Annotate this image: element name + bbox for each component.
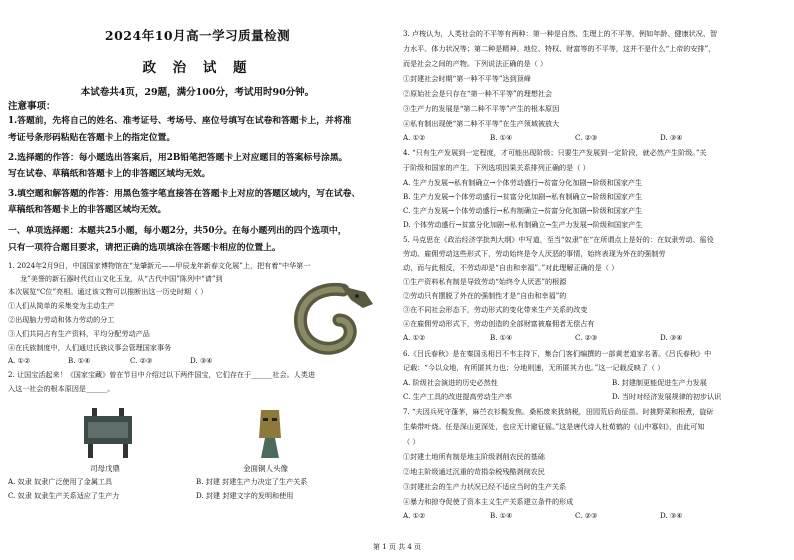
ding-caption: 司母戊鼎: [90, 464, 120, 473]
section-heading: 只有一项符合题目要求，请把正确的选项填涂在答题卡相应的位置上。: [8, 243, 281, 253]
head-caption: 金面铜人头像: [243, 464, 288, 473]
exam-subject: 政 治 试 题: [142, 60, 253, 76]
note-line: 2.选择题的作答：每小题选出答案后，用2B铅笔把答题卡上对应题目的答案标号涂黑。: [8, 153, 348, 163]
q4-option: D. 个体劳动盛行→贫富分化加剧→私有制确立→生产力发展→阶级和国家产生: [403, 220, 643, 229]
q7-item: ②地主阶级通过沉重的苛捐杂税残酷剥削农民: [403, 467, 545, 476]
q1-item: ③人们共同占有生产资料，平均分配劳动产品: [8, 329, 150, 338]
q3-option: A. ①②: [403, 133, 426, 142]
q4-stem: 于阶级和国家的产生，下列选项因果关系排列正确的是（ ）: [403, 163, 590, 172]
q5-stem: 劳动、雇佣劳动这些形式下，劳动始终是令人厌恶的事情，始终表现为外在的强制劳: [403, 249, 666, 258]
note-line: 考证号条形码粘贴在答题卡上的指定位置。: [8, 133, 176, 143]
q4-option: A. 生产力发展→私有制确立→个体劳动盛行→贫富分化加剧→阶级和国家产生: [403, 178, 643, 187]
q2-stem: 入这一社会的根本原因是______。: [8, 384, 115, 393]
q1-stem: 1. 2024年2月9日，中国国家博物馆在“龙肇新元——甲辰龙年新春文化展”上，把有着“中华第一: [8, 261, 311, 270]
q7-stem: 生柴带叶烧。任是深山更深处，也应无计避征徭。”这是唐代诗人杜荀鹤的《山中寡妇》，由此可知: [403, 422, 705, 431]
q1-stem: 龙”美誉的新石器时代红山文化玉龙，从“古代中国”陈列中“请”到: [20, 274, 223, 283]
q7-item: ①封建土地所有制是地主阶级剥削农民的基础: [403, 452, 545, 461]
q3-stem: 3. 卢梭认为，人类社会的不平等有两种：第一种是自然、生理上的不平等，例如年龄、健康状况、智: [403, 29, 718, 38]
q7-stem: （ ）: [403, 437, 420, 446]
q7-option: A. ①②: [403, 511, 426, 520]
note-line: 写在试卷、草稿纸和答题卡上的非答题区域均无效。: [8, 169, 211, 179]
page-number: 第 1 页 共 4 页: [372, 543, 422, 551]
q5-item: ①生产资料私有制是导致劳动“始终令人厌恶”的根源: [403, 277, 567, 286]
q4-stem: 4. “只有生产发展到一定程度，才可能出现阶级；只要生产发展到一定阶段，就必然产生阶级。”关: [403, 148, 707, 157]
q6-option: A. 阶级社会演进的历史必然性: [403, 378, 498, 387]
q5-stem: 动，而与此相反，不劳动却是“自由和幸福”。”对此理解正确的是（ ）: [403, 263, 619, 272]
note-line: 1.答题前，先将自己的姓名、准考证号、考场号、座位号填写在试卷和答题卡上，并将准: [8, 116, 352, 126]
note-line: 草稿纸和答题卡上的非答题区域均无效。: [8, 205, 167, 215]
q7-item: ③封建社会的生产力状况已经不适应当时的生产关系: [403, 482, 567, 491]
q6-option: C. 生产工具的改进提高劳动生产率: [403, 392, 512, 401]
q7-option: D. ③④: [660, 511, 683, 520]
q5-item: ③在不同社会形态下，劳动形式的变化带来生产关系的改变: [403, 305, 588, 314]
q1-item: ②出现脑力劳动和体力劳动的分工: [8, 315, 115, 324]
q1-option: C. ②③: [130, 356, 153, 365]
q3-item: ③生产力的发展是“第二种不平等”产生的根本原因: [403, 104, 560, 113]
notes-heading: 注意事项：: [8, 101, 56, 112]
q5-option: D. ③④: [660, 333, 683, 342]
q7-stem: 7. “夫因兵死守蓬茅，麻苎衣衫鬓发焦。桑柘废来犹纳税，田园荒后尚征苗。时挑野菜和根煮，旋斫: [403, 407, 714, 416]
q1-item: ①人们从简单的采集变为主动生产: [8, 301, 115, 310]
q3-item: ①封建社会时期“第一种不平等”达到顶峰: [403, 74, 531, 83]
q2-option: D. 封建 封建文字的发明和使用: [196, 491, 294, 500]
exam-info: 本试卷共4页，29题，满分100分，考试用时90分钟。: [80, 87, 315, 98]
q2-option: A. 奴隶 奴隶广泛使用了金属工具: [8, 477, 113, 486]
q5-option: A. ①②: [403, 333, 426, 342]
q5-item: ④在雇佣劳动形式下，劳动创造的全部财富被雇佣者无偿占有: [403, 319, 595, 328]
q3-stem: 而是社会之间的产物。下列说法正确的是（ ）: [403, 59, 548, 68]
q2-option: C. 奴隶 奴隶生产关系适应了生产力: [8, 491, 120, 500]
q3-item: ②原始社会是只存在“第一种不平等”的理想社会: [403, 89, 553, 98]
q6-option: B. 封建制更能促进生产力发展: [612, 378, 707, 387]
q3-option: D. ③④: [660, 133, 683, 142]
q5-option: B. ①④: [490, 333, 513, 342]
q3-option: C. ②③: [575, 133, 598, 142]
q3-option: B. ①④: [490, 133, 513, 142]
bronze-ding-image: [78, 408, 138, 458]
q1-option: A. ①②: [8, 356, 31, 365]
exam-title: 2024年10月高一学习质量检测: [104, 28, 291, 43]
q1-item: ④在氏族制度中，人们通过氏族议事会管理国家事务: [8, 343, 172, 352]
q4-option: B. 生产力发展→个体劳动盛行→贫富分化加剧→私有制确立→阶级和国家产生: [403, 192, 643, 201]
note-line: 3.填空题和解答题的作答：用黑色签字笔直接答在答题卡上对应的答题区域内，写在试卷、: [8, 189, 361, 199]
q2-option: B. 封建 封建生产力决定了生产关系: [196, 477, 308, 486]
jade-dragon-image: [285, 282, 377, 360]
q7-option: B. ①④: [490, 511, 513, 520]
section-heading: 一、单项选择题：本题共25小题，每小题2分，共50分。在每小题列出的四个选项中，: [8, 226, 347, 236]
q3-item: ④私有制出现使“第二种不平等”在生产领域被放大: [403, 119, 560, 128]
q7-item: ④暴力和掠夺促使了资本主义生产关系建立条件的形成: [403, 497, 574, 506]
q7-option: C. ②③: [575, 511, 598, 520]
q3-stem: 力水平、体力状况等；第二种是精神、地位、特权、财富等的不平等，这并不是什么“上帝的安排”，: [403, 44, 716, 53]
q6-stem: 记载：“今以众地，有所匿其力也；分地则速，无所匿其力也。”这一记载反映了（ ）: [403, 363, 665, 372]
q5-item: ②劳动只有摆脱了外在的强制性才是“自由和幸福”的: [403, 291, 567, 300]
q5-option: C. ②③: [575, 333, 598, 342]
q1-option: B. ①④: [68, 356, 91, 365]
q6-option: D. 当时对经济发展规律的初步认识: [612, 392, 722, 401]
bronze-head-image: [255, 406, 285, 458]
q6-stem: 6.《吕氏春秋》是在秦国丞相吕不韦主持下，集合门客们编撰的一部黄老道家名著。《吕氏春秋》中: [403, 349, 712, 358]
q5-stem: 5. 马克思在《政治经济学批判大纲》中写道，至当“奴隶”在“在所谓点上是好的：在奴隶劳动、徭役: [403, 235, 714, 244]
q1-stem: 本次展览“C位”亮相。通过该文物可以推断出这一历史时期（ ）: [8, 287, 208, 296]
q1-option: D. ③④: [190, 356, 213, 365]
q2-stem: 2. 让国宝活起来！《国家宝藏》曾在节目中介绍过以下两件国宝，它们存在于______社会。人类进: [8, 370, 315, 379]
q4-option: C. 生产力发展→个体劳动盛行→私有制确立→贫富分化加剧→阶级和国家产生: [403, 206, 643, 215]
